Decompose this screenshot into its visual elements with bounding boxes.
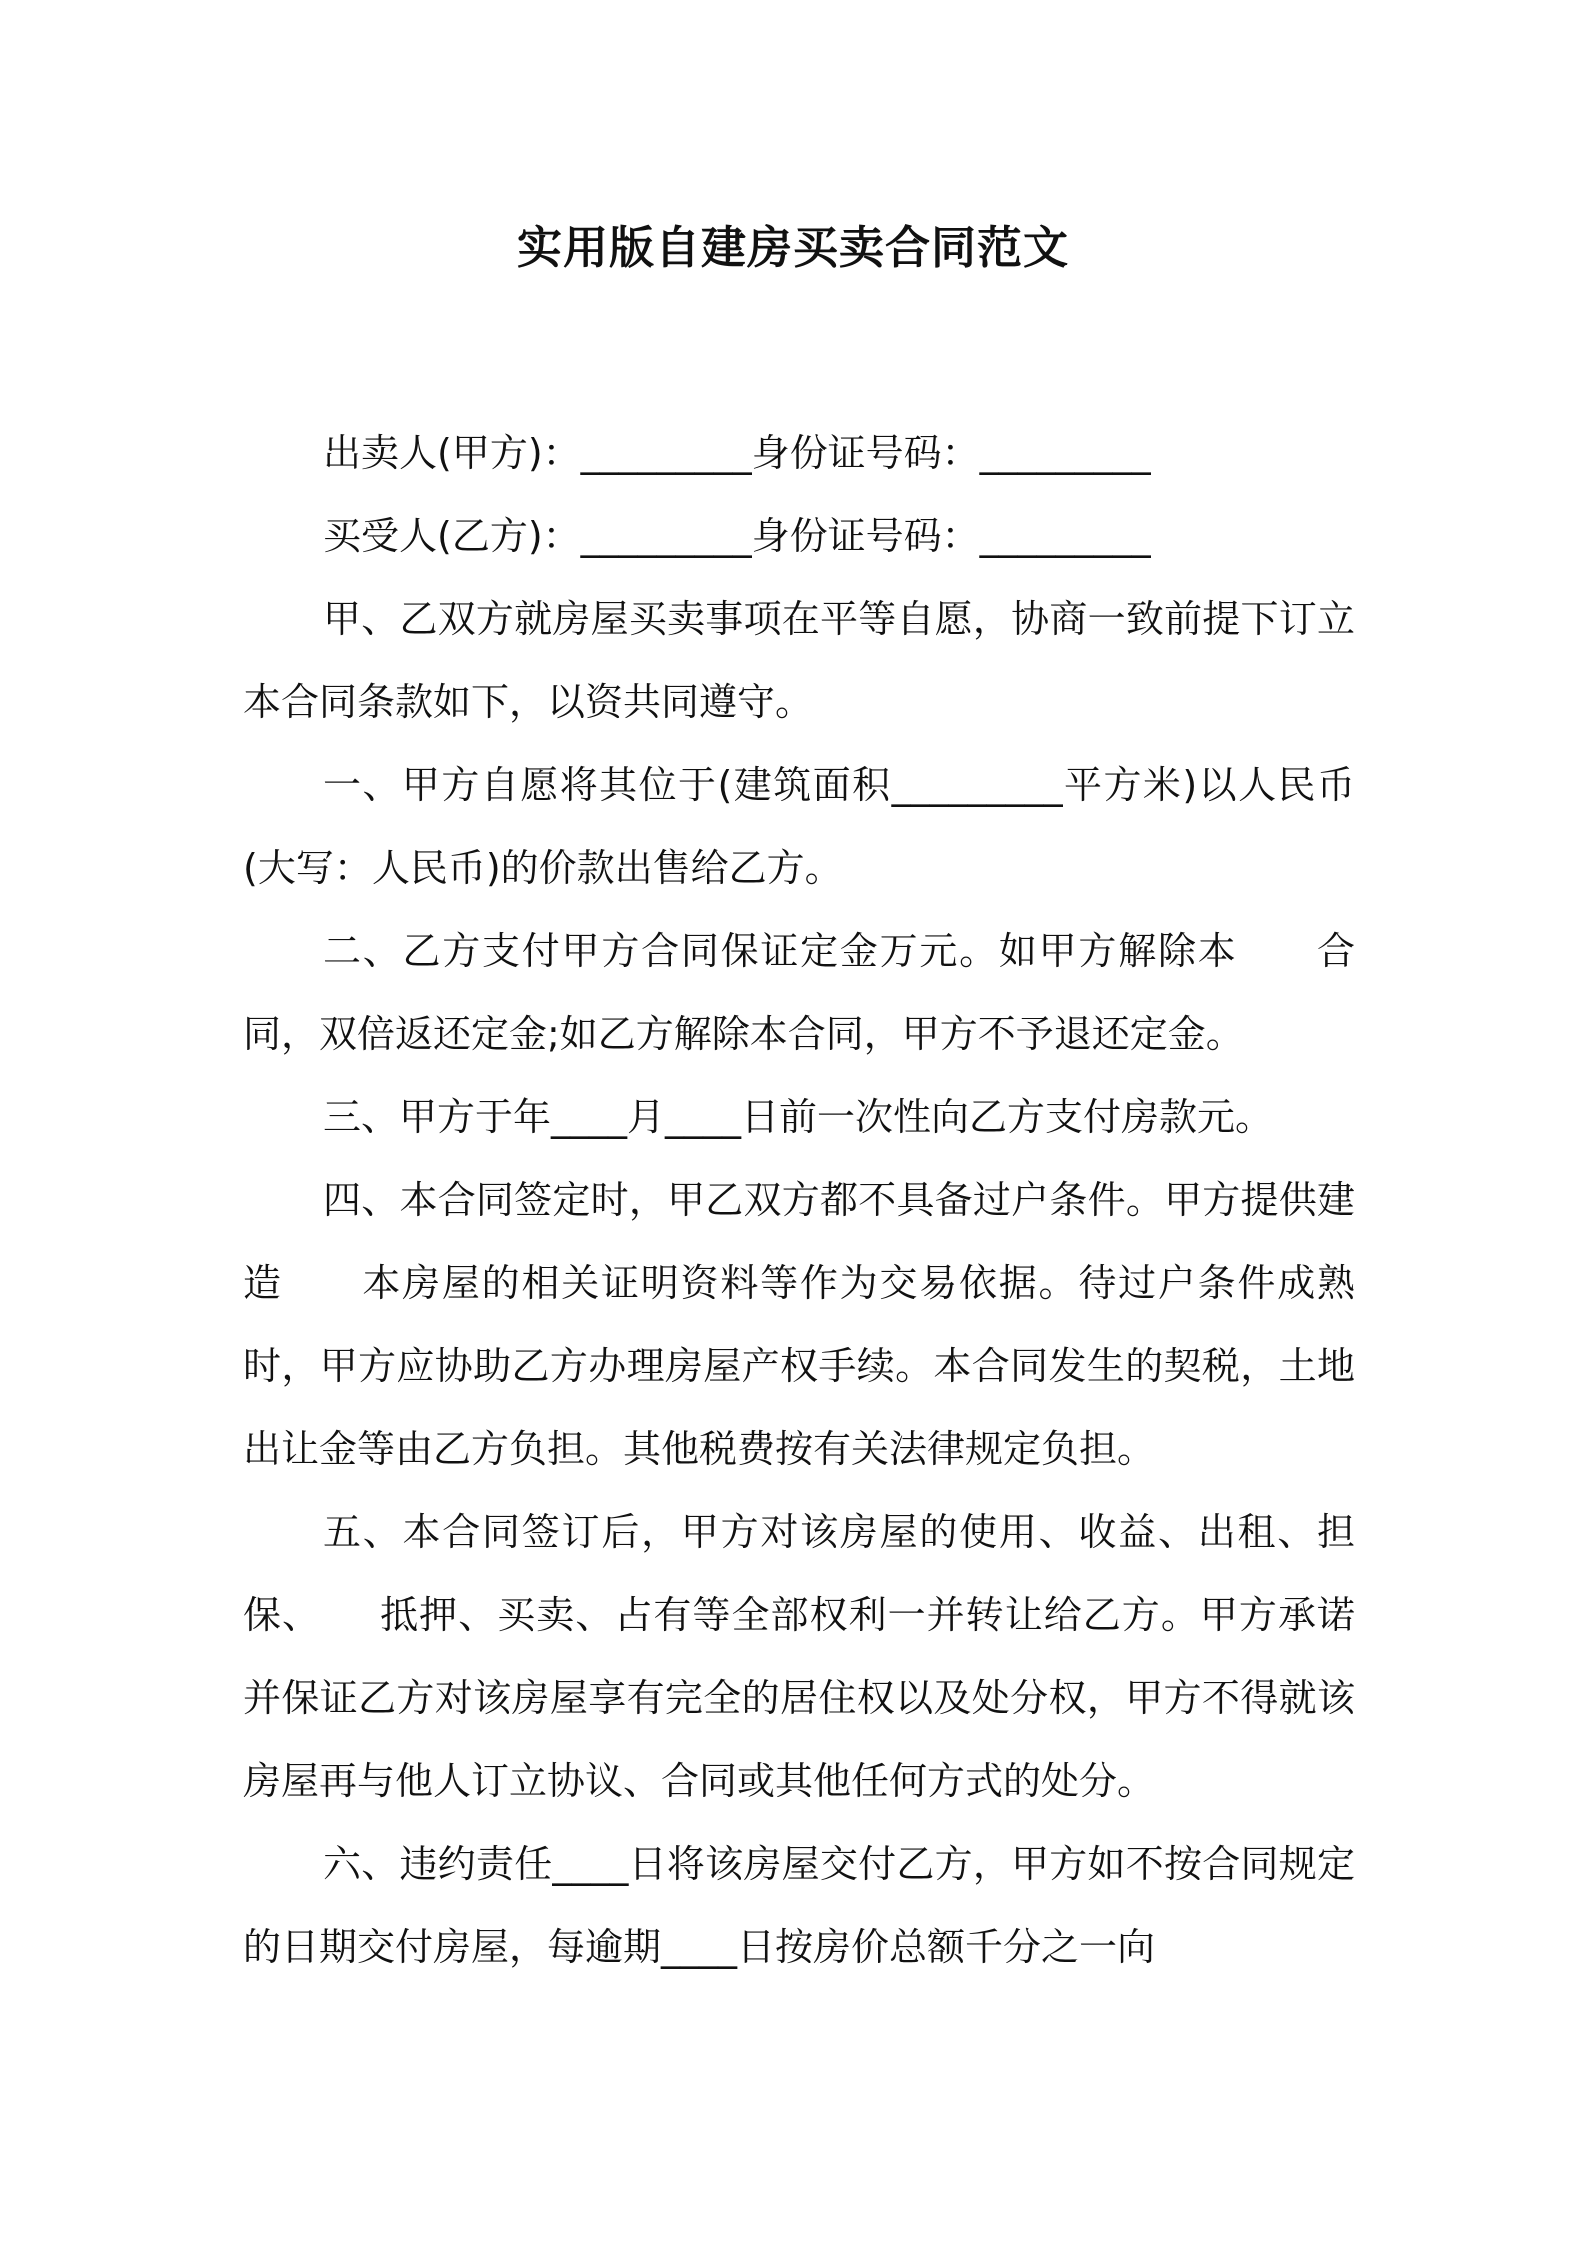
document-title: 实用版自建房买卖合同范文 [516, 221, 1069, 274]
clause-1: 一、甲方自愿将其位于(建筑面积_________平方米)以人民币(大写：人民币)的价款出售给乙方。 [243, 763, 1355, 890]
clause-4: 四、本合同签定时，甲乙双方都不具备过户条件。甲方提供建造 本房屋的相关证明资料等作为交易依据。待过户条件成熟时，甲方应协助乙方办理房屋产权手续。本合同发生的契税，土地出让金等由乙方负担。其他税费按有关法律规定负担。 [243, 1178, 1355, 1471]
document-body [243, 412, 1355, 1989]
clause-3: 三、甲方于年____月____日前一次性向乙方支付房款元。 [323, 1095, 1274, 1139]
clause-5: 五、本合同签订后，甲方对该房屋的使用、收益、出租、担保、 抵押、买卖、占有等全部权利一并转让给乙方。甲方承诺并保证乙方对该房屋享有完全的居住权以及处分权，甲方不得就该房屋再与他人订立协议、合同或其他任何方式的处分。 [243, 1510, 1355, 1803]
buyer-line: 买受人(乙方)：_________身份证号码：_________ [323, 514, 1151, 558]
clause-6: 六、违约责任____日将该房屋交付乙方，甲方如不按合同规定的日期交付房屋，每逾期____日按房价总额千分之一向 [243, 1842, 1355, 1969]
clause-2: 二、乙方支付甲方合同保证定金万元。如甲方解除本 合同，双倍返还定金;如乙方解除本合同，甲方不予退还定金。 [243, 929, 1355, 1056]
preamble-paragraph: 甲、乙双方就房屋买卖事项在平等自愿，协商一致前提下订立本合同条款如下，以资共同遵守。 [243, 597, 1355, 724]
seller-line: 出卖人(甲方)：_________身份证号码：_________ [323, 431, 1151, 475]
